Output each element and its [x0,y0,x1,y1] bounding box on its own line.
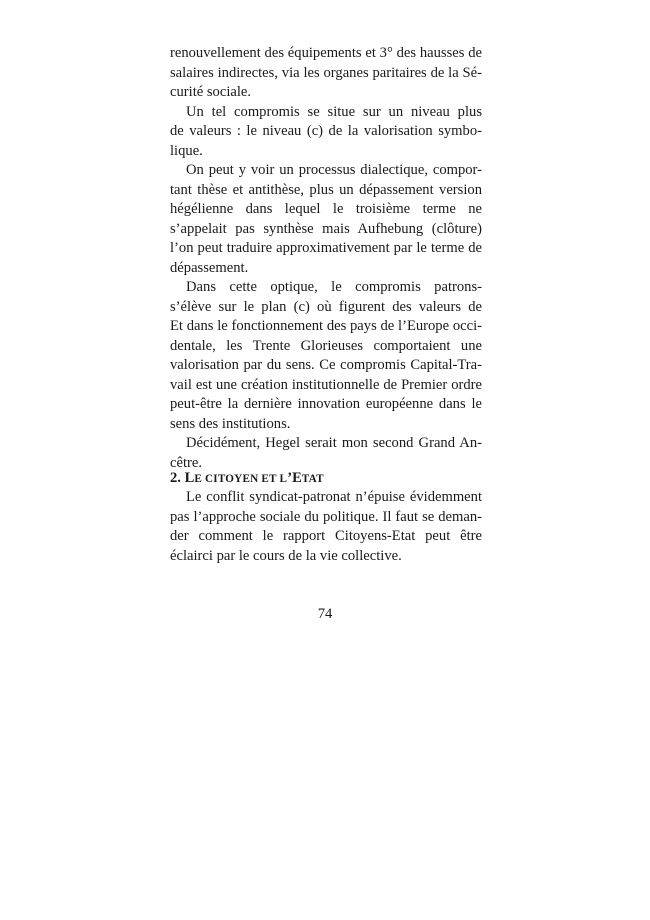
heading-smallcaps: E CITOYEN ET L [194,473,288,485]
text-line: renouvellement des équipements et 3° des hausses de [170,45,482,61]
text-line: s’appelait pas synthèse mais Aufhebung (clôture) [170,220,482,237]
heading-number: 2. [170,470,185,486]
text-line: peut-être la dernière innovation européenne dans le [170,396,482,412]
heading-cap: L [184,470,195,486]
page-number: 74 [317,606,333,622]
text-line: vail est une création institutionnelle de Premier ordre [170,376,482,393]
text-line: l’on peut traduire approximativement par le terme de [170,240,482,256]
text-line: cêtre. [170,454,202,471]
section-heading [170,470,482,487]
text-line: Dans cette optique, le compromis patrons- [186,279,482,295]
text-line: curité sociale. [170,84,252,100]
text-line: Et dans le fonctionnement des pays de l’Europe occi- [170,318,482,334]
text-line: salaires indirectes, via les organes paritaires de la Sé- [170,64,482,81]
heading-smallcaps: TAT [301,473,324,485]
text-line: sens des institutions. [170,415,291,432]
text-line: Un tel compromis se situe sur un niveau plus [186,103,482,120]
text-line: dentale, les Trente Glorieuses comportaient une [170,337,482,354]
text-line: lique. [170,142,203,159]
text-line: de valeurs : le niveau (c) de la valorisation symbo- [170,123,482,139]
text-line: pas l’approche sociale du politique. Il faut se deman- [170,508,482,525]
heading-apostrophe: ’ [287,470,293,486]
text-line: dépassement. [170,259,249,276]
text-line: On peut y voir un processus dialectique, compor- [186,162,482,178]
text-line: hégélienne dans lequel le troisième terme ne [170,201,482,217]
text-line: tant thèse et antithèse, plus un dépassement version [170,181,482,198]
heading-cap: E [292,470,302,486]
text-line: Le conflit syndicat-patronat n’épuise évidemment [186,489,482,505]
text-line: der comment le rapport Citoyens-Etat peut être [170,528,482,544]
text-line: s’élève sur le plan (c) où figurent des valeurs de [170,298,482,315]
text-line: éclairci par le cours de la vie collective. [170,547,402,564]
text-line: valorisation par du sens. Ce compromis Capital-Tra- [170,357,482,373]
body-text-top [170,44,482,473]
body-text-bottom [170,488,482,566]
text-line: Décidément, Hegel serait mon second Grand An- [186,435,482,451]
